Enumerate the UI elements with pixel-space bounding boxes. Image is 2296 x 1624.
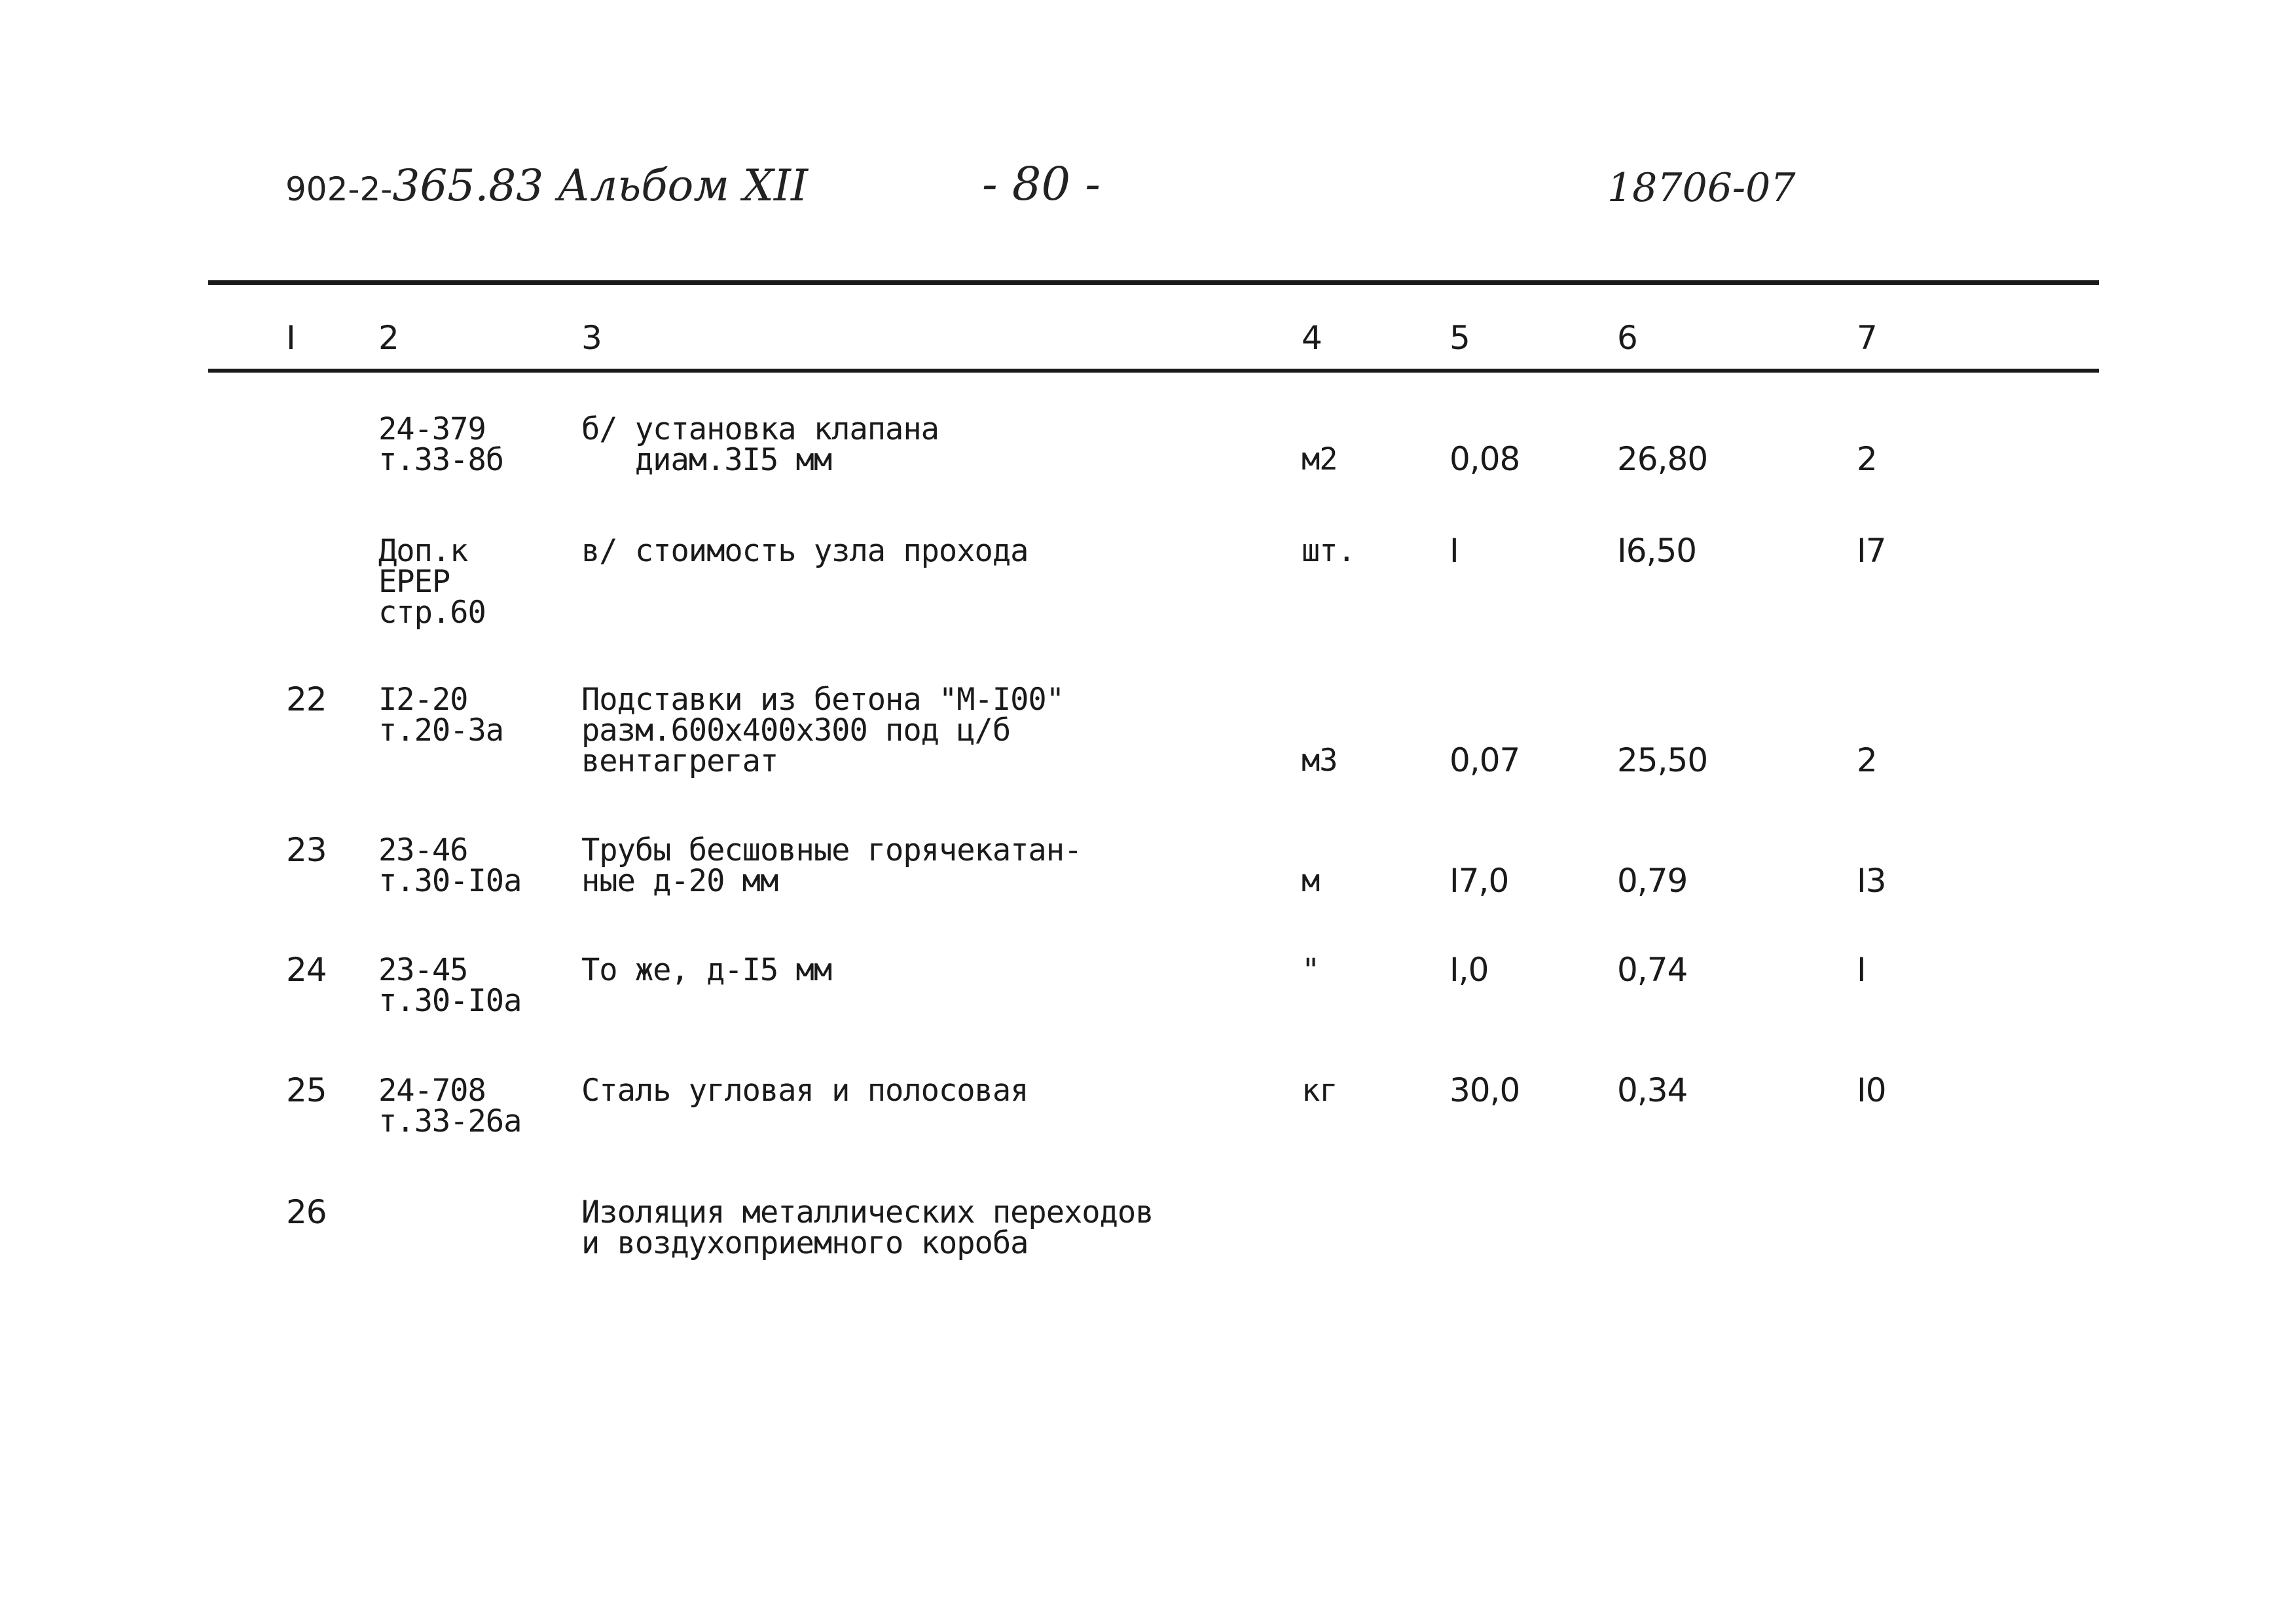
row-number: 23 [286,831,327,869]
row-price: 0,34 [1617,1071,1688,1109]
row-unit: м3 [1302,743,1338,779]
row-number: 25 [286,1071,327,1109]
row-desc: в/ стоимость узла прохода [581,533,1029,569]
row-qty: 0,08 [1449,440,1520,478]
column-header-5: 5 [1449,319,1470,357]
row-qty: 30,0 [1449,1071,1520,1109]
row-number: 24 [286,951,327,989]
document-code-printed: 902-2- [285,170,393,208]
column-header-4: 4 [1302,319,1322,357]
project-code: 18706-07 [1607,165,1796,211]
table-header-rule [208,369,2099,373]
row-desc: Подставки из бетона "М-I00" разм.600х400х300 под ц/б вентагрегат [581,682,1065,779]
row-price: 25,50 [1617,741,1708,779]
row-number: 22 [286,680,327,718]
document-code [285,160,808,211]
row-desc: Трубы бесшовные горячекатан- ные д-20 мм [581,832,1082,899]
row-ref: Доп.к ЕРЕР стр.60 [378,533,486,631]
document-code-handwritten: 365.83 Альбом XII [392,160,809,211]
column-header-6: 6 [1617,319,1638,357]
row-price: 26,80 [1617,440,1708,478]
column-header-3: 3 [581,319,602,357]
row-desc: То же, д-I5 мм [581,952,832,988]
column-header-2: 2 [378,319,399,357]
row-price: I6,50 [1617,532,1697,570]
row-qty: I,0 [1449,951,1489,989]
row-desc: Изоляция металлических переходов и воздухоприемного короба [581,1194,1154,1261]
row-qty: I [1449,532,1459,570]
row-total: I3 [1857,862,1886,900]
row-ref: 23-46 т.30-I0а [378,832,522,899]
row-number: 26 [286,1193,327,1231]
table-top-rule [208,280,2099,285]
page-number: - 80 - [982,157,1101,211]
row-desc: Сталь угловая и полосовая [581,1073,1029,1109]
row-price: 0,74 [1617,951,1688,989]
row-ref: 23-45 т.30-I0а [378,952,522,1019]
row-price: 0,79 [1617,862,1688,900]
row-unit: шт. [1302,533,1355,569]
row-ref: I2-20 т.20-3а [378,682,504,748]
column-header-7: 7 [1857,319,1878,357]
row-total: I0 [1857,1071,1886,1109]
row-total: I [1857,951,1866,989]
row-qty: I7,0 [1449,862,1509,900]
row-unit: кг [1302,1073,1338,1109]
row-total: I7 [1857,532,1886,570]
row-unit: м [1302,863,1320,899]
row-unit: м2 [1302,441,1338,477]
row-qty: 0,07 [1449,741,1520,779]
row-total: 2 [1857,440,1877,478]
row-ref: 24-708 т.33-26а [378,1073,522,1139]
column-header-1: I [286,319,296,357]
row-ref: 24-379 т.33-8б [378,411,504,478]
row-unit: " [1302,952,1320,988]
row-total: 2 [1857,741,1877,779]
row-desc: б/ установка клапана диам.3I5 мм [581,411,939,478]
